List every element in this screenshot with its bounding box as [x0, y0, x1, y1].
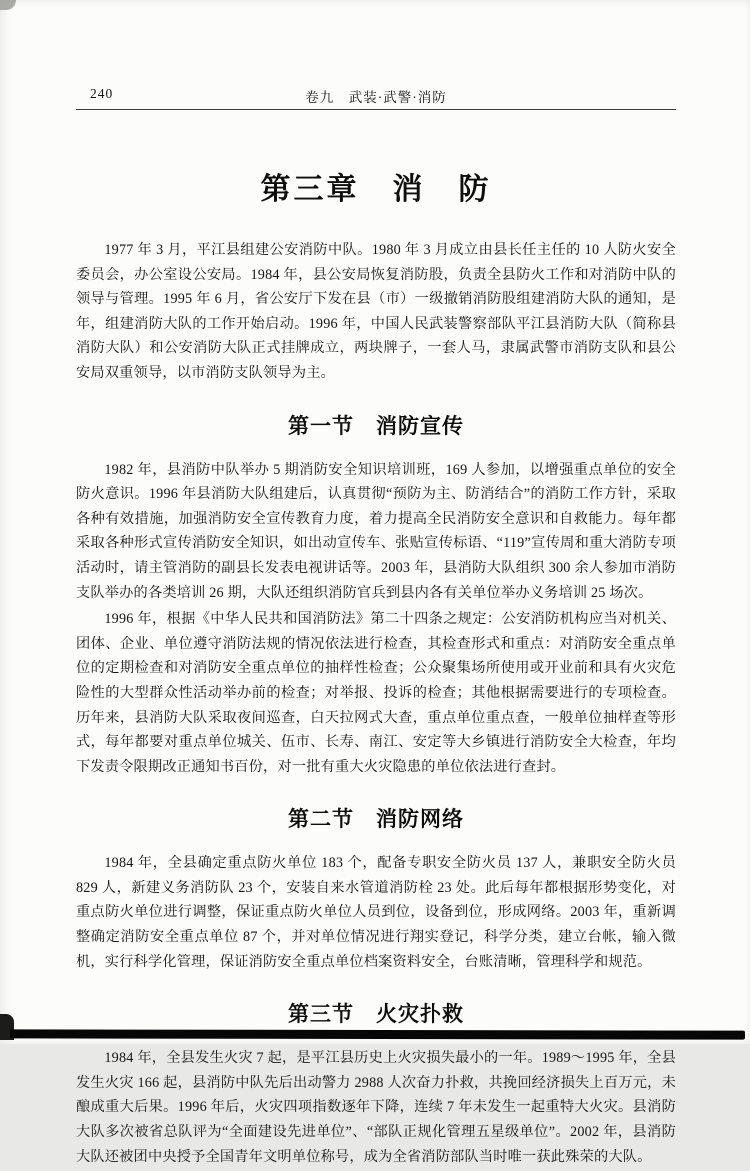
page-content	[76, 84, 676, 1171]
section-2-paragraph-1: 1984 年，全县确定重点防火单位 183 个，配备专职安全防火员 137 人，兼职安全防火员 829 人，新建义务消防队 23 个，安装自来水管道消防栓 23 处。此后每年都根据形势变化，对重点防火单位进行调整，保证重点防火单位人员到位，设备到位，形成网络。2003 年，重新调整确定消防安全重点单位 87 个，并对单位情况进行翔实登记，科学分类，建立台帐，输入微机，实行科学化管理，保证消防安全重点单位档案资料安全，台账清晰，管理科学和规范。	[76, 855, 676, 970]
scan-artifact-bottom-left	[0, 1014, 14, 1040]
scan-artifact-top-left	[0, 0, 16, 10]
running-header	[76, 84, 676, 110]
chapter-intro-paragraph: 1977 年 3 月，平江县组建公安消防中队。1980 年 3 月成立由县长任主任的 10 人防火安全委员会，办公室设公安局。1984 年，县公安局恢复消防股，负责全县防火工作和对消防中队的领导与管理。1995 年 6 月，省公安厅下发在县（市）一级撤销消防股组建消防大队的通知，是年，组建消防大队的工作开始启动。1996 年，中国人民武装警察部队平江县消防大队（简称县消防大队）和公安消防大队正式挂牌成立，两块牌子，一套人马，隶属武警市消防支队和县公安局双重领导，以市消防支队领导为主。	[76, 242, 676, 381]
section-title-2: 第二节 消防网络	[288, 808, 464, 832]
section-3-paragraph-1: 1984 年，全县发生火灾 7 起，是平江县历史上火灾损失最小的一年。1989～1995 年，全县发生火灾 166 起，县消防中队先后出动警力 2988 人次奋力扑救，共挽回经济损失上百万元，未酿成重大后果。1996 年后，火灾四项指数逐年下降，连续 7 年未发生一起重特大火灾。县消防大队多次被省总队评为“全面建设先进单位”、“部队正规化管理五星级单位”。2002 年，县消防大队还被团中央授予全国青年文明单位称号，成为全省消防部队当时唯一获此殊荣的大队。	[76, 1050, 676, 1165]
section-title-3: 第三节 火灾扑救	[288, 1003, 464, 1027]
section-1-paragraph-2: 1996 年，根据《中华人民共和国消防法》第二十四条之规定：公安消防机构应当对机关、团体、企业、单位遵守消防法规的情况依法进行检查，其检查形式和重点：对消防安全重点单位的定期检查和对消防安全重点单位的抽样性检查；公众聚集场所使用或开业前和具有火灾危险性的大型群众性活动举办前的检查；对举报、投诉的检查；其他根据需要进行的专项检查。历年来，县消防大队采取夜间巡查，白天拉网式大查，重点单位重点查，一般单位抽样查等形式，每年都要对重点单位城关、伍市、长寿、南江、安定等大乡镇进行消防安全大检查，年均下发责令限期改正通知书百份，对一批有重大火灾隐患的单位依法进行查封。	[76, 611, 676, 775]
volume-title: 卷九 武装·武警·消防	[305, 90, 447, 105]
section-1-paragraph-1: 1982 年，县消防中队举办 5 期消防安全知识培训班，169 人参加，以增强重点单位的安全防火意识。1996 年县消防大队组建后，认真贯彻“预防为主、防消结合”的消防工作方针，采取各种有效措施，加强消防安全宣传教育力度，着力提高全民消防安全意识和自救能力。每年都采取各种形式宣传消防安全知识，如出动宣传车、张贴宣传标语、“119”宣传周和重大消防专项活动时，请主管消防的副县长发表电视讲话等。2003 年，县消防大队组织 300 余人参加市消防支队举办的各类培训 26 期，大队还组织消防官兵到县内各有关单位举办义务培训 25 场次。	[76, 461, 676, 601]
chapter-title: 第三章 消 防	[260, 173, 492, 206]
section-title-1: 第一节 消防宣传	[288, 414, 464, 438]
page-number: 240	[90, 86, 114, 101]
